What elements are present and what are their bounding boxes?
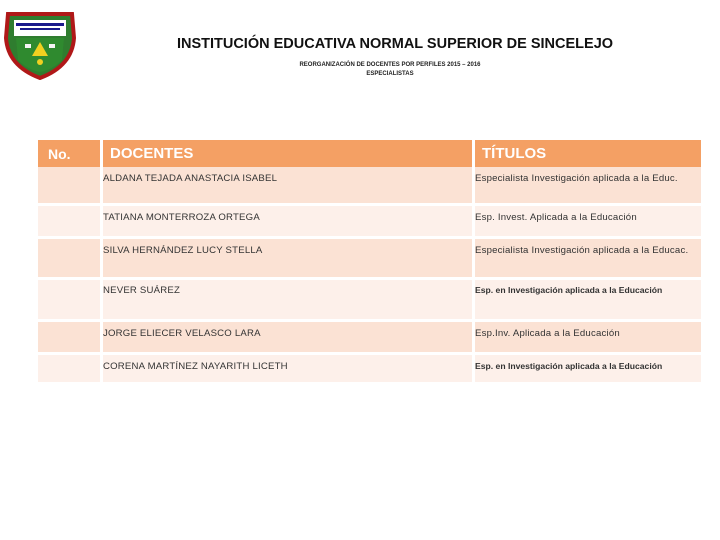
table-row bbox=[38, 167, 701, 206]
column-header-titulos: TÍTULOS bbox=[475, 140, 701, 167]
row-number bbox=[38, 355, 103, 385]
row-number bbox=[38, 239, 103, 280]
docente-name: ALDANA TEJADA ANASTACIA ISABEL bbox=[103, 167, 475, 206]
docente-name: TATIANA MONTERROZA ORTEGA bbox=[103, 206, 475, 239]
table-row bbox=[38, 355, 701, 385]
docente-title: Esp.Inv. Aplicada a la Educación bbox=[475, 322, 701, 355]
page-subtitle: REORGANIZACIÓN DE DOCENTES POR PERFILES 2015 – 2016 bbox=[299, 62, 481, 68]
table-row bbox=[38, 280, 701, 322]
table-row bbox=[38, 239, 701, 280]
table-row bbox=[38, 206, 701, 239]
row-number bbox=[38, 280, 103, 322]
docente-name: JORGE ELIECER VELASCO LARA bbox=[103, 322, 475, 355]
docente-title: Especialista Investigación aplicada a la Educ. bbox=[475, 167, 701, 206]
docente-name: CORENA MARTÍNEZ NAYARITH LICETH bbox=[103, 355, 475, 385]
docentes-table bbox=[38, 140, 701, 385]
docente-title: Especialista Investigación aplicada a la Educac. bbox=[475, 239, 701, 280]
docente-title: Esp. Invest. Aplicada a la Educación bbox=[475, 206, 701, 239]
school-crest-icon bbox=[2, 8, 78, 80]
docente-name: NEVER SUÁREZ bbox=[103, 280, 475, 322]
table-header-row bbox=[38, 140, 701, 167]
docente-title: Esp. en Investigación aplicada a la Educación bbox=[475, 355, 701, 385]
row-number bbox=[38, 206, 103, 239]
table-row bbox=[38, 322, 701, 355]
row-number bbox=[38, 322, 103, 355]
page-title: INSTITUCIÓN EDUCATIVA NORMAL SUPERIOR DE SINCELEJO bbox=[176, 36, 614, 52]
page-subtitle-category: ESPECIALISTAS bbox=[366, 71, 414, 77]
row-number bbox=[38, 167, 103, 206]
docente-name: SILVA HERNÁNDEZ LUCY STELLA bbox=[103, 239, 475, 280]
column-header-docentes: DOCENTES bbox=[103, 140, 475, 167]
docente-title: Esp. en Investigación aplicada a la Educación bbox=[475, 280, 701, 322]
column-header-no: No. bbox=[38, 140, 103, 167]
